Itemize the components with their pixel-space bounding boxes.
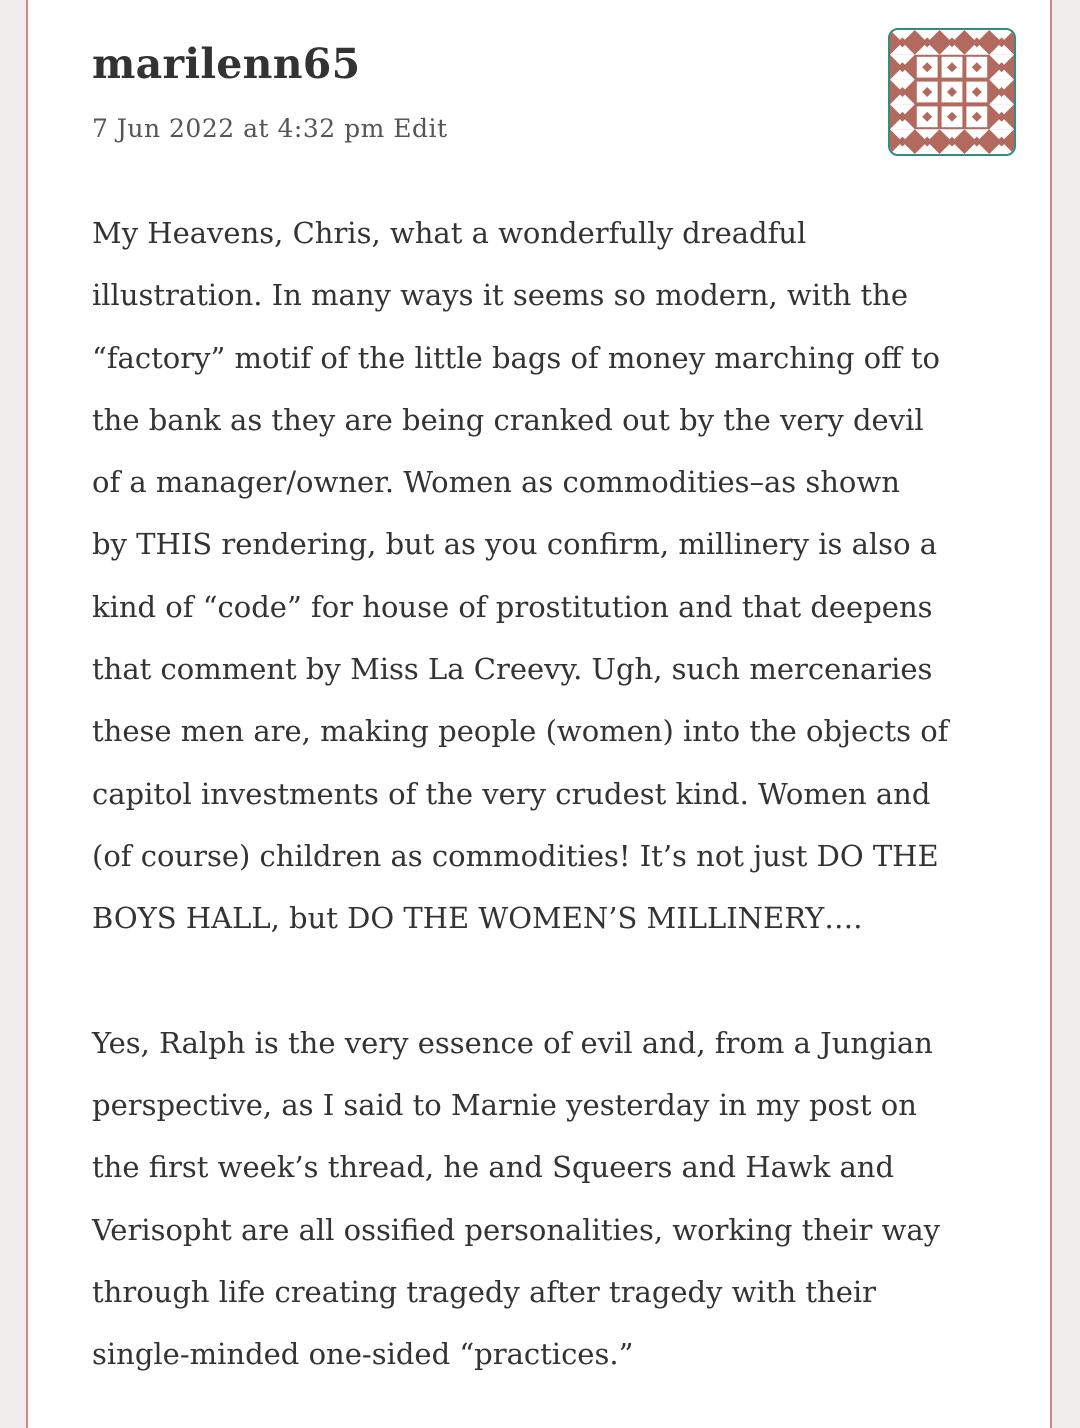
comment-line: that comment by Miss La Creevy. Ugh, such mercenaries [92,652,933,687]
comment-line: capitol investments of the very crudest kind. Women and [92,776,931,811]
comment-paragraph-1 [92,202,1032,950]
comment-paragraph-2 [92,1012,1032,1386]
comment-line: these men are, making people (women) into the objects of [92,714,949,749]
comment-line: through life creating tragedy after tragedy with their [92,1275,876,1310]
comment-card [26,0,1052,1428]
comment-line: the first week’s thread, he and Squeers and Hawk and [92,1150,895,1185]
comment-line: the bank as they are being cranked out by the very devil [92,402,924,437]
comment-line: single-minded one-sided “practices.” [92,1337,634,1372]
comment-line: kind of “code” for house of prostitution and that deepens [92,589,933,624]
comment-body [92,202,1032,1386]
comment-line: by THIS rendering, but as you confirm, millinery is also a [92,527,938,562]
comment-line: Verisopht are all ossified personalities, working their way [92,1212,941,1247]
geometric-quilt-avatar-icon [890,30,1014,154]
comment-line: perspective, as I said to Marnie yesterday in my post on [92,1088,917,1123]
comment-line: of a manager/owner. Women as commodities–as shown [92,465,900,500]
comment-author[interactable]: marilenn65 [92,40,361,88]
avatar[interactable] [888,28,1016,156]
comment-line: “factory” motif of the little bags of money marching off to [92,340,940,375]
comment-line: My Heavens, Chris, what a wonderfully dreadful [92,216,807,250]
comment-line: illustration. In many ways it seems so modern, with the [92,278,909,313]
comment-line: Yes, Ralph is the very essence of evil and, from a Jungian [92,1025,933,1060]
comment-date-link[interactable]: 7 Jun 2022 at 4:32 pm [92,114,385,143]
edit-link[interactable]: Edit [393,114,448,143]
comment-line: (of course) children as commodities! It’s not just DO THE [92,838,939,873]
comment-meta [92,111,448,147]
comment-line: BOYS HALL, but DO THE WOMEN’S MILLINERY…. [92,901,863,936]
